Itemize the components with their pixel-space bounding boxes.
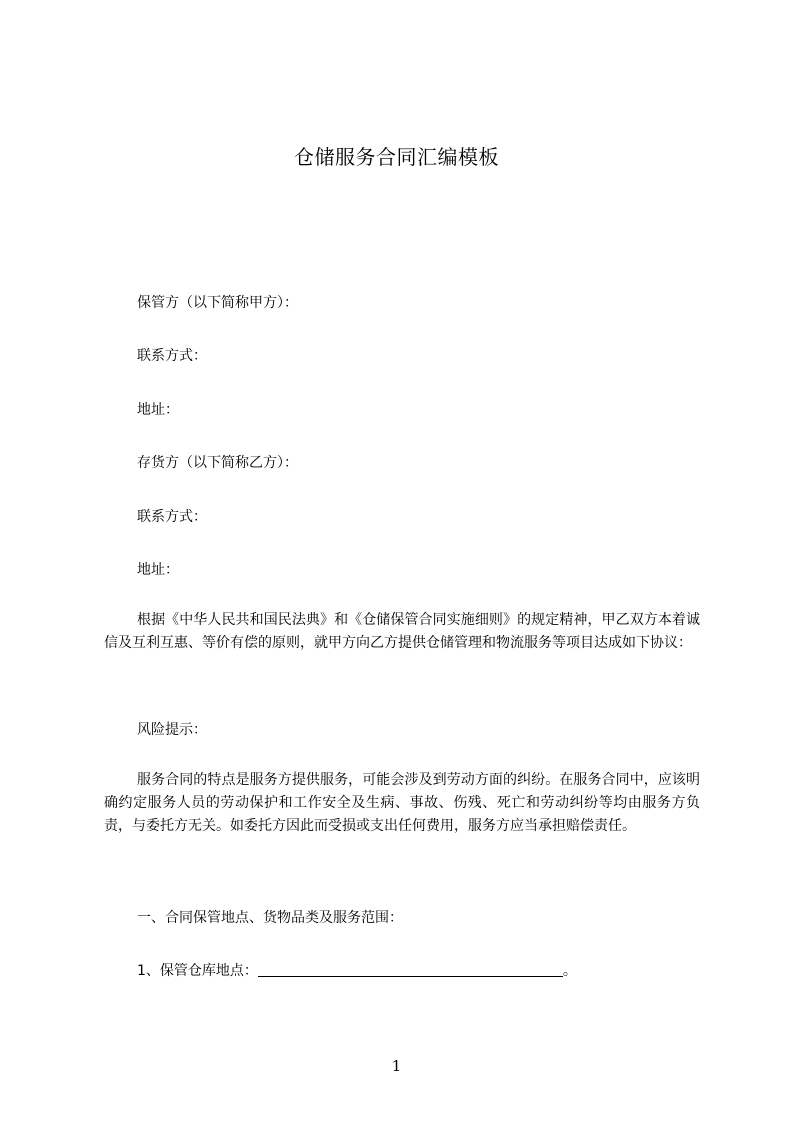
- item-1-label: 1、保管仓库地点：: [137, 963, 258, 979]
- party-b-contact-label: 联系方式：: [137, 509, 207, 525]
- item-1-line: [137, 960, 577, 980]
- risk-heading: 风险提示：: [137, 722, 207, 738]
- party-a-contact-label: 联系方式：: [137, 348, 207, 364]
- preamble-paragraph: 根据《中华人民共和国民法典》和《仓储保管合同实施细则》的规定精神，甲乙双方本着诚信及互利互惠、等价有偿的原则，就甲方向乙方提供仓储管理和物流服务等项目达成如下协议：: [104, 612, 700, 651]
- page-number: 1: [391, 1057, 402, 1075]
- document-title: 仓储服务合同汇编模板: [294, 145, 499, 169]
- party-a-address-label: 地址：: [137, 402, 179, 418]
- item-1-end: 。: [562, 963, 577, 979]
- party-a-name-label: 保管方（以下简称甲方）：: [137, 295, 298, 311]
- item-1-blank[interactable]: [258, 962, 563, 977]
- party-b-address-label: 地址：: [137, 562, 179, 578]
- section-1-heading: 一、合同保管地点、货物品类及服务范围：: [137, 910, 403, 926]
- party-b-name-label: 存货方（以下简称乙方）：: [137, 455, 298, 471]
- risk-paragraph: 服务合同的特点是服务方提供服务，可能会涉及到劳动方面的纠纷。在服务合同中，应该明确约定服务人员的劳动保护和工作安全及生病、事故、伤残、死亡和劳动纠纷等均由服务方负责，与委托方无关。如委托方因此而受损或支出任何费用，服务方应当承担赔偿责任。: [104, 772, 700, 834]
